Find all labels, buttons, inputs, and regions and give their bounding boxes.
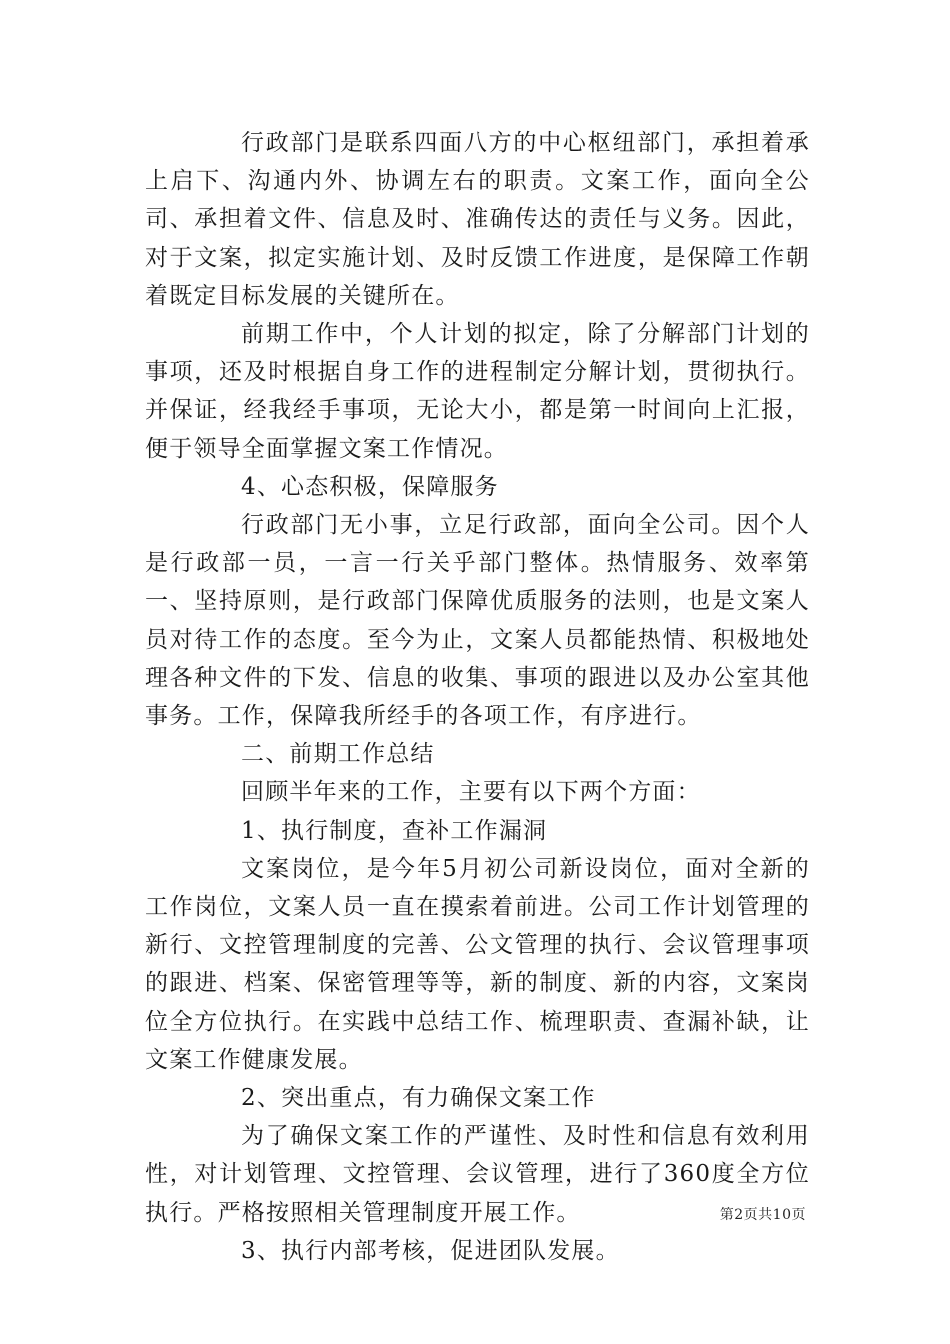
heading-assessment: 3、执行内部考核，促进团队发展。: [241, 1237, 620, 1264]
document-body: [145, 124, 810, 1270]
paragraph-service: 行政部门无小事，立足行政部，面向全公司。因个人是行政部一员，一言一行关乎部门整体。热情服务、效率第一、坚持原则，是行政部门保障优质服务的法则，也是文案人员对待工作的态度。至今为止，文案人员都能热情、积极地处理各种文件的下发、信息的收集、事项的跟进以及办公室其他事务。工作，保障我所经手的各项工作，有序进行。: [145, 512, 810, 730]
paragraph-new-post: 文案岗位，是今年5月初公司新设岗位，面对全新的工作岗位，文案人员一直在摸索着前进。公司工作计划管理的新行、文控管理制度的完善、公文管理的执行、会议管理事项的跟进、档案、保密管理等等，新的制度、新的内容，文案岗位全方位执行。在实践中总结工作、梳理职责、查漏补缺，让文案工作健康发展。: [145, 855, 810, 1073]
heading-execute-system: 1、执行制度，查补工作漏洞: [241, 817, 548, 844]
heading-focus: 2、突出重点，有力确保文案工作: [241, 1085, 596, 1112]
heading-summary: 二、前期工作总结: [241, 741, 435, 768]
paragraph-rigor: 为了确保文案工作的严谨性、及时性和信息有效利用性，对计划管理、文控管理、会议管理，进行了360度全方位执行。严格按照相关管理制度开展工作。: [145, 1123, 810, 1226]
heading-attitude: 4、心态积极，保障服务: [241, 473, 499, 500]
paragraph-planning: 前期工作中，个人计划的拟定，除了分解部门计划的事项，还及时根据自身工作的进程制定分解计划，贯彻执行。并保证，经我经手事项，无论大小，都是第一时间向上汇报，便于领导全面掌握文案工作情况。: [145, 321, 810, 462]
page-number-footer: 第2页共10页: [719, 1207, 806, 1223]
line-review: 回顾半年来的工作，主要有以下两个方面：: [241, 779, 701, 806]
paragraph-intro: 行政部门是联系四面八方的中心枢纽部门，承担着承上启下、沟通内外、协调左右的职责。文案工作，面向全公司、承担着文件、信息及时、准确传达的责任与义务。因此，对于文案，拟定实施计划、及时反馈工作进度，是保障工作朝着既定目标发展的关键所在。: [145, 130, 810, 309]
